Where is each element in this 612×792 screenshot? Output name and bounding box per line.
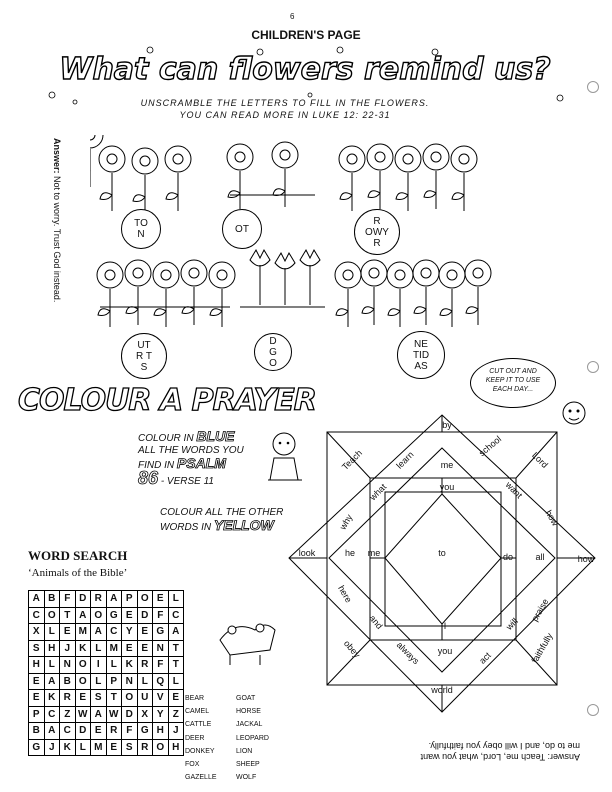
word-search-cell[interactable]: J [60,640,76,657]
prayer-word-lord[interactable]: Lord [530,450,550,470]
word-search-cell[interactable]: Q [153,673,169,690]
prayer-word-praise[interactable]: praise [529,596,551,624]
word-search-cell[interactable]: K [60,739,76,756]
word-list-item: GOAT [236,695,256,702]
word-search-cell[interactable]: J [44,739,60,756]
prayer-word-how-far[interactable]: how [577,554,595,564]
word-search-cell[interactable]: L [91,673,107,690]
prayer-word-how-right[interactable]: how [543,508,561,528]
prayer-word-will[interactable]: will [504,616,520,632]
animals-illustration [210,600,290,670]
word-search-cell[interactable]: P [106,673,122,690]
prayer-word-me-top[interactable]: me [440,460,454,470]
word-search-cell[interactable]: M [106,640,122,657]
prayer-word-me-mid[interactable]: me [367,548,381,558]
instr-all-words: ALL THE WORDS YOU [138,445,244,456]
prayer-word-always[interactable]: always [394,639,422,667]
word-search-cell[interactable]: B [29,723,45,740]
word-search-cell[interactable]: C [60,723,76,740]
word-search-cell[interactable]: D [122,706,138,723]
prayer-word-by[interactable]: by [442,420,452,430]
side-answer-label: Answer: [52,138,62,174]
word-search-row [29,673,184,690]
prayer-word-obey[interactable]: obey [341,638,363,660]
word-list-item: LION [236,747,253,755]
word-search-cell[interactable]: L [137,673,153,690]
word-search-cell[interactable]: E [137,624,153,641]
scramble-circle-6[interactable]: NE TID AS [397,331,445,379]
word-search-cell[interactable]: T [168,640,184,657]
word-list-col1 [185,692,217,784]
word-search-cell[interactable]: L [106,657,122,674]
page-header: CHILDREN'S PAGE [251,28,361,42]
word-search-cell[interactable]: G [29,739,45,756]
word-list-item: LEOPARD [236,734,269,742]
word-search-cell[interactable]: E [168,690,184,707]
word-search-cell[interactable]: D [75,723,91,740]
word-search-cell[interactable]: H [29,657,45,674]
word-search-cell[interactable]: S [91,690,107,707]
word-search-cell[interactable]: C [29,607,45,624]
word-search-cell[interactable]: N [60,657,76,674]
word-search-cell[interactable]: C [168,607,184,624]
side-answer-text: Not to worry. Trust God instead. [52,176,62,303]
word-search-cell[interactable]: L [75,739,91,756]
word-search-cell[interactable]: W [75,706,91,723]
prayer-word-act[interactable]: act [477,650,493,666]
word-search-cell[interactable]: E [29,690,45,707]
word-search-cell[interactable]: E [75,690,91,707]
word-search-row [29,657,184,674]
word-search-cell[interactable]: O [153,739,169,756]
word-search-cell[interactable]: O [91,607,107,624]
word-search-cell[interactable]: S [29,640,45,657]
word-search-cell[interactable]: Z [168,706,184,723]
word-search-cell[interactable]: K [44,690,60,707]
prayer-word-why[interactable]: why [337,512,355,532]
prayer-word-learn[interactable]: learn [394,449,416,471]
word-search-cell[interactable]: F [153,657,169,674]
binder-hole-icon [586,80,600,94]
word-search-cell[interactable]: F [60,591,76,608]
bottom-answer: Answer: Teach me, Lord, what you want me to do, and I will obey you faithfully. [420,741,580,762]
word-search-cell[interactable]: K [122,657,138,674]
word-search-cell[interactable]: A [91,624,107,641]
word-search-cell[interactable]: A [106,591,122,608]
side-answer [52,138,62,302]
word-search-cell[interactable]: N [122,673,138,690]
word-search-cell[interactable]: O [122,690,138,707]
word-search-cell[interactable]: B [44,591,60,608]
word-search-cell[interactable]: L [91,640,107,657]
word-search-cell[interactable]: M [75,624,91,641]
word-search-cell[interactable]: R [137,739,153,756]
word-list-item: JACKAL [236,721,263,729]
word-search-cell[interactable]: B [60,673,76,690]
prayer-word-to[interactable]: to [438,548,446,558]
colour-instructions-1 [138,430,244,488]
word-list-item: CATTLE [185,721,212,729]
word-search-cell[interactable]: D [137,607,153,624]
word-search-row [29,739,184,756]
prayer-diagram[interactable] [285,410,600,730]
prayer-word-world[interactable]: world [431,685,453,695]
word-search-row [29,640,184,657]
word-search-cell[interactable]: E [122,607,138,624]
word-search-cell[interactable]: I [91,657,107,674]
instructions-line1: UNSCRAMBLE THE LETTERS TO FILL IN THE FLOWERS. [140,98,430,108]
word-search-cell[interactable]: A [44,723,60,740]
word-search-row [29,624,184,641]
word-search-cell[interactable]: L [168,591,184,608]
word-search-cell[interactable]: V [153,690,169,707]
word-search-cell[interactable]: E [29,673,45,690]
word-search-cell[interactable]: A [44,673,60,690]
word-list-item: DONKEY [185,747,215,755]
word-search-cell[interactable]: P [29,706,45,723]
scramble-circle-2[interactable]: OT [222,209,262,249]
word-search-cell[interactable]: A [91,706,107,723]
cut-out-speech-bubble: CUT OUT AND KEEP IT TO USE EACH DAY... [470,358,556,408]
word-search-cell[interactable]: L [44,657,60,674]
word-search-cell[interactable]: O [137,591,153,608]
flower-illustrations [90,135,570,355]
word-search-cell[interactable]: Z [60,706,76,723]
word-search-cell[interactable]: R [60,690,76,707]
word-list-col2 [236,692,269,784]
word-search-cell[interactable]: T [60,607,76,624]
word-search-cell[interactable]: R [106,723,122,740]
word-search-cell[interactable]: E [60,624,76,641]
word-list-item: SHEEP [236,761,260,769]
word-search-cell[interactable]: S [122,739,138,756]
word-search-cell[interactable]: H [44,640,60,657]
scramble-circle-4[interactable]: UT R T S [121,333,167,379]
word-search-cell[interactable]: E [106,739,122,756]
word-search-cell[interactable]: J [168,723,184,740]
word-search-cell[interactable]: Y [153,706,169,723]
word-search-cell[interactable]: G [153,624,169,641]
scramble-circle-1[interactable]: TO N [121,209,161,249]
word-search-cell[interactable]: C [44,706,60,723]
word-search-cell[interactable]: H [168,739,184,756]
word-search-cell[interactable]: R [137,657,153,674]
prayer-word-look[interactable]: look [298,548,316,558]
instr-colour-other: COLOUR ALL THE OTHER [160,507,284,518]
word-search-subtitle: ‘Animals of the Bible’ [28,567,128,579]
word-search-cell[interactable]: L [44,624,60,641]
instr-verse: - VERSE 11 [160,476,214,487]
word-search-cell[interactable]: A [168,624,184,641]
word-list-item: BEAR [185,695,205,702]
word-search-cell[interactable]: X [29,624,45,641]
instr-find-in: FIND IN [138,460,175,471]
word-search-cell[interactable]: E [91,723,107,740]
prayer-word-you-bottom[interactable]: you [437,646,453,656]
word-search-cell[interactable]: G [137,723,153,740]
scramble-circle-5[interactable]: D G O [254,333,292,371]
word-list-item: DEER [185,734,205,742]
word-search-cell[interactable]: D [75,591,91,608]
instr-yellow: YELLOW [213,517,274,533]
word-search-row [29,607,184,624]
binder-hole-icon [586,703,600,717]
word-search-row [29,690,184,707]
word-search-cell[interactable]: C [106,624,122,641]
word-search-grid[interactable] [28,590,184,756]
word-search-cell[interactable]: R [91,591,107,608]
instr-blue: BLUE [196,428,235,444]
prayer-word-i[interactable]: I [443,621,447,631]
prayer-word-do[interactable]: do [502,552,514,562]
prayer-word-and[interactable]: and [367,613,385,631]
prayer-word-faithfully[interactable]: faithfully [529,631,555,665]
prayer-word-here[interactable]: here [336,583,354,605]
instr-86: 86 [138,468,159,488]
word-search-cell[interactable]: E [137,640,153,657]
word-search-cell[interactable]: N [153,640,169,657]
prayer-word-want[interactable]: want [503,479,525,501]
word-search-cell[interactable]: L [168,673,184,690]
colour-instructions-2 [160,507,283,534]
word-search-cell[interactable]: G [106,607,122,624]
word-search-row [29,723,184,740]
word-search-cell[interactable]: M [91,739,107,756]
word-search-cell[interactable]: U [137,690,153,707]
word-search-title: WORD SEARCH [28,548,128,563]
word-search-cell[interactable]: H [153,723,169,740]
word-list-item: GAZELLE [185,774,217,782]
word-search-cell[interactable]: O [75,657,91,674]
prayer-word-he[interactable]: he [344,548,356,558]
prayer-word-you-top[interactable]: you [439,482,455,492]
word-search-cell[interactable]: F [122,723,138,740]
word-list-item: CAMEL [185,708,210,716]
word-search-cell[interactable]: P [122,591,138,608]
prayer-word-all[interactable]: all [535,552,545,562]
word-search-cell[interactable]: A [75,607,91,624]
word-search-cell[interactable]: T [168,657,184,674]
word-search-row [29,706,184,723]
word-search-cell[interactable]: W [106,706,122,723]
instructions-line2: YOU CAN READ MORE IN LUKE 12: 22-31 [179,110,391,120]
word-search-cell[interactable]: E [122,640,138,657]
binder-hole-icon [586,360,600,374]
word-search-cell[interactable]: X [137,706,153,723]
word-search-cell[interactable]: T [106,690,122,707]
word-search-cell[interactable]: O [44,607,60,624]
colour-prayer-title: COLOUR A PRAYER [18,383,316,418]
word-list-item: WOLF [236,774,257,782]
scramble-circle-3[interactable]: R OWY R [354,209,400,255]
instr-words-in: WORDS IN [160,522,212,533]
word-list-item: HORSE [236,708,261,716]
prayer-word-teach[interactable]: Teach [339,447,365,473]
word-search-cell[interactable]: K [75,640,91,657]
word-search-cell[interactable]: Y [122,624,138,641]
word-search-cell[interactable]: O [75,673,91,690]
word-search-cell[interactable]: F [153,607,169,624]
word-search-cell[interactable]: E [153,591,169,608]
word-search-cell[interactable]: A [29,591,45,608]
page-title: What can flowers remind us? [59,52,551,87]
page-number: 6 [290,12,295,21]
prayer-word-school[interactable]: school [476,433,504,459]
word-search-row [29,591,184,608]
instr-psalm: PSALM [176,455,226,471]
word-list-item: FOX [185,761,200,769]
prayer-word-what[interactable]: what [367,481,389,503]
instr-colour-in: COLOUR IN [138,433,194,444]
